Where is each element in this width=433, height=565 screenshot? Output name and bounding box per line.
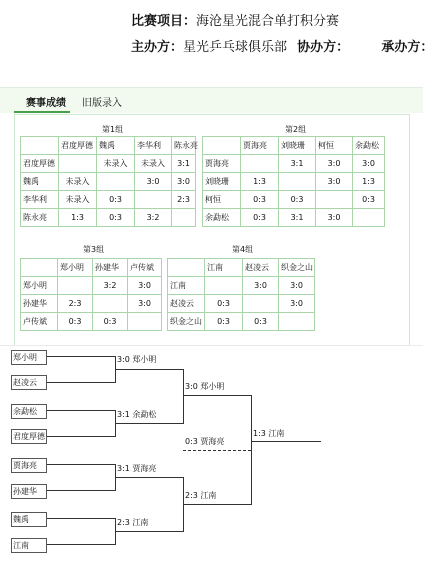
event-name: 海沧星光混合单打积分赛 xyxy=(196,14,340,29)
group-column-header: 君度厚德 xyxy=(59,137,97,155)
bracket-semi-result: 2:3 江南 xyxy=(185,491,217,500)
co-host-label: 协办方： xyxy=(297,40,350,55)
match-score-cell xyxy=(135,191,172,209)
group-corner-cell xyxy=(21,259,58,277)
bracket-semi-result: 3:0 郑小明 xyxy=(185,382,225,391)
group-row-header: 余勐松 xyxy=(203,209,241,227)
match-score-cell: 3:2 xyxy=(93,277,128,295)
bracket-line xyxy=(183,369,184,424)
bracket-line xyxy=(47,356,115,357)
match-score-cell: 3:1 xyxy=(279,209,316,227)
bracket-round2-result: 2:3 江南 xyxy=(117,518,149,527)
match-score-cell: 3:0 xyxy=(128,295,162,313)
group-1-table xyxy=(20,136,196,227)
tab-legacy-entry[interactable]: 旧版录入 xyxy=(82,98,122,109)
group-3-title: 第3组 xyxy=(83,245,105,254)
group-row-header: 卢传斌 xyxy=(21,313,58,331)
match-score-cell: 0:3 xyxy=(93,313,128,331)
bracket-line xyxy=(183,395,251,396)
match-score-cell: 0:3 xyxy=(353,191,385,209)
bracket-round2-result: 3:1 余勐松 xyxy=(117,410,157,419)
group-row-header: 孙建华 xyxy=(21,295,58,313)
match-score-cell xyxy=(97,173,135,191)
match-score-cell xyxy=(279,313,315,331)
match-score-cell xyxy=(93,295,128,313)
group-column-header: 江南 xyxy=(205,259,243,277)
group-column-header: 余勐松 xyxy=(353,137,385,155)
tab-results[interactable]: 赛事成绩 xyxy=(26,98,66,109)
bracket-line xyxy=(47,490,115,491)
match-score-cell: 1:3 xyxy=(59,209,97,227)
bracket-line xyxy=(115,477,183,478)
match-score-cell: 3:1 xyxy=(279,155,316,173)
group-1-title: 第1组 xyxy=(102,125,124,134)
tab-active-indicator xyxy=(14,111,70,113)
match-score-cell: 未录入 xyxy=(59,191,97,209)
host-name: 星光乒乓球俱乐部 xyxy=(183,40,288,55)
match-score-cell xyxy=(172,209,196,227)
group-row-header: 君度厚德 xyxy=(21,155,59,173)
group-row-header: 织金之山 xyxy=(168,313,205,331)
organizers-line xyxy=(131,36,433,55)
group-player-row xyxy=(168,313,315,331)
group-4-table xyxy=(167,258,315,331)
group-column-header: 陈永亮 xyxy=(172,137,196,155)
group-row-header: 贾海亮 xyxy=(203,155,241,173)
group-row-header: 郑小明 xyxy=(21,277,58,295)
group-row-header: 陈永亮 xyxy=(21,209,59,227)
bracket-line xyxy=(251,441,321,442)
group-player-row xyxy=(21,295,162,313)
group-corner-cell xyxy=(168,259,205,277)
match-score-cell xyxy=(316,191,353,209)
group-header-row xyxy=(168,259,315,277)
match-score-cell: 3:1 xyxy=(172,155,196,173)
match-score-cell: 3:0 xyxy=(128,277,162,295)
group-row-header: 赵凌云 xyxy=(168,295,205,313)
group-column-header: 卢传斌 xyxy=(128,259,162,277)
match-score-cell: 未录入 xyxy=(59,173,97,191)
bracket-player-box: 郑小明 xyxy=(11,350,47,365)
bracket-line xyxy=(47,464,115,465)
match-score-cell: 0:3 xyxy=(241,209,279,227)
match-score-cell: 3:0 xyxy=(316,173,353,191)
bracket-player-box: 孙建华 xyxy=(11,484,47,499)
match-score-cell: 0:3 xyxy=(241,191,279,209)
match-score-cell: 0:3 xyxy=(97,209,135,227)
match-score-cell xyxy=(241,155,279,173)
group-2-table xyxy=(202,136,385,227)
bracket-line xyxy=(47,544,115,545)
group-corner-cell xyxy=(21,137,59,155)
bracket-line xyxy=(183,504,251,505)
group-player-row xyxy=(21,313,162,331)
bracket-line xyxy=(47,382,115,383)
group-player-row xyxy=(21,155,196,173)
match-score-cell xyxy=(58,277,93,295)
group-column-header: 郑小明 xyxy=(58,259,93,277)
match-score-cell: 3:0 xyxy=(172,173,196,191)
group-header-row xyxy=(21,137,196,155)
group-player-row xyxy=(21,173,196,191)
bracket-player-box: 君度厚德 xyxy=(11,429,47,444)
bracket-line xyxy=(47,518,115,519)
group-player-row xyxy=(168,295,315,313)
group-3-table xyxy=(20,258,162,331)
group-column-header: 赵凌云 xyxy=(243,259,279,277)
match-score-cell: 1:3 xyxy=(353,173,385,191)
bracket-line xyxy=(115,531,183,532)
match-score-cell: 2:3 xyxy=(58,295,93,313)
group-column-header: 刘晓珊 xyxy=(279,137,316,155)
match-score-cell xyxy=(205,277,243,295)
group-row-header: 江南 xyxy=(168,277,205,295)
match-score-cell: 3:0 xyxy=(243,277,279,295)
group-column-header: 魏禹 xyxy=(97,137,135,155)
bracket-line xyxy=(47,436,115,437)
group-player-row xyxy=(203,173,385,191)
match-score-cell: 3:0 xyxy=(316,155,353,173)
group-column-header: 李华利 xyxy=(135,137,172,155)
match-score-cell: 0:3 xyxy=(279,191,316,209)
match-score-cell: 未录入 xyxy=(135,155,172,173)
organizer-label: 承办方： xyxy=(381,40,433,55)
match-score-cell: 3:0 xyxy=(353,155,385,173)
group-player-row xyxy=(203,209,385,227)
group-player-row xyxy=(21,191,196,209)
match-score-cell xyxy=(59,155,97,173)
match-score-cell xyxy=(353,209,385,227)
group-column-header: 织金之山 xyxy=(279,259,315,277)
event-title xyxy=(131,10,339,29)
bracket-player-box: 江南 xyxy=(11,538,47,553)
bracket-player-box: 贾海亮 xyxy=(11,458,47,473)
match-score-cell: 3:0 xyxy=(279,295,315,313)
event-label: 比赛项目： xyxy=(131,14,197,29)
knockout-bracket xyxy=(0,345,423,565)
match-score-cell: 未录入 xyxy=(97,155,135,173)
bracket-final-result: 1:3 江南 xyxy=(253,429,285,438)
group-row-header: 柯恒 xyxy=(203,191,241,209)
match-score-cell: 1:3 xyxy=(241,173,279,191)
match-score-cell: 3:2 xyxy=(135,209,172,227)
group-row-header: 魏禹 xyxy=(21,173,59,191)
group-4-title: 第4组 xyxy=(232,245,254,254)
bracket-third-place-line xyxy=(183,450,251,451)
bracket-line xyxy=(47,410,115,411)
group-player-row xyxy=(21,277,162,295)
group-header-row xyxy=(203,137,385,155)
group-player-row xyxy=(203,191,385,209)
match-score-cell: 3:0 xyxy=(135,173,172,191)
group-player-row xyxy=(168,277,315,295)
group-column-header: 柯恒 xyxy=(316,137,353,155)
bracket-player-box: 魏禹 xyxy=(11,512,47,527)
match-score-cell: 0:3 xyxy=(205,295,243,313)
group-column-header: 贾海亮 xyxy=(241,137,279,155)
match-score-cell: 0:3 xyxy=(97,191,135,209)
group-2-title: 第2组 xyxy=(285,125,307,134)
match-score-cell: 0:3 xyxy=(243,313,279,331)
bracket-line xyxy=(115,369,183,370)
group-row-header: 刘晓珊 xyxy=(203,173,241,191)
bracket-player-box: 赵凌云 xyxy=(11,375,47,390)
bracket-third-place-result: 0:3 贾海亮 xyxy=(185,437,225,446)
group-column-header: 孙建华 xyxy=(93,259,128,277)
match-score-cell: 0:3 xyxy=(205,313,243,331)
host-label: 主办方： xyxy=(131,40,184,55)
bracket-round2-result: 3:0 郑小明 xyxy=(117,355,157,364)
bracket-player-box: 余勐松 xyxy=(11,404,47,419)
group-player-row xyxy=(203,155,385,173)
bracket-line xyxy=(251,395,252,505)
match-score-cell: 3:0 xyxy=(279,277,315,295)
group-row-header: 李华利 xyxy=(21,191,59,209)
match-score-cell: 0:3 xyxy=(58,313,93,331)
group-player-row xyxy=(21,209,196,227)
group-corner-cell xyxy=(203,137,241,155)
group-header-row xyxy=(21,259,162,277)
match-score-cell xyxy=(279,173,316,191)
match-score-cell xyxy=(128,313,162,331)
bracket-round2-result: 3:1 贾海亮 xyxy=(117,464,157,473)
match-score-cell: 3:0 xyxy=(316,209,353,227)
match-score-cell: 2:3 xyxy=(172,191,196,209)
match-score-cell xyxy=(243,295,279,313)
bracket-line xyxy=(115,423,183,424)
